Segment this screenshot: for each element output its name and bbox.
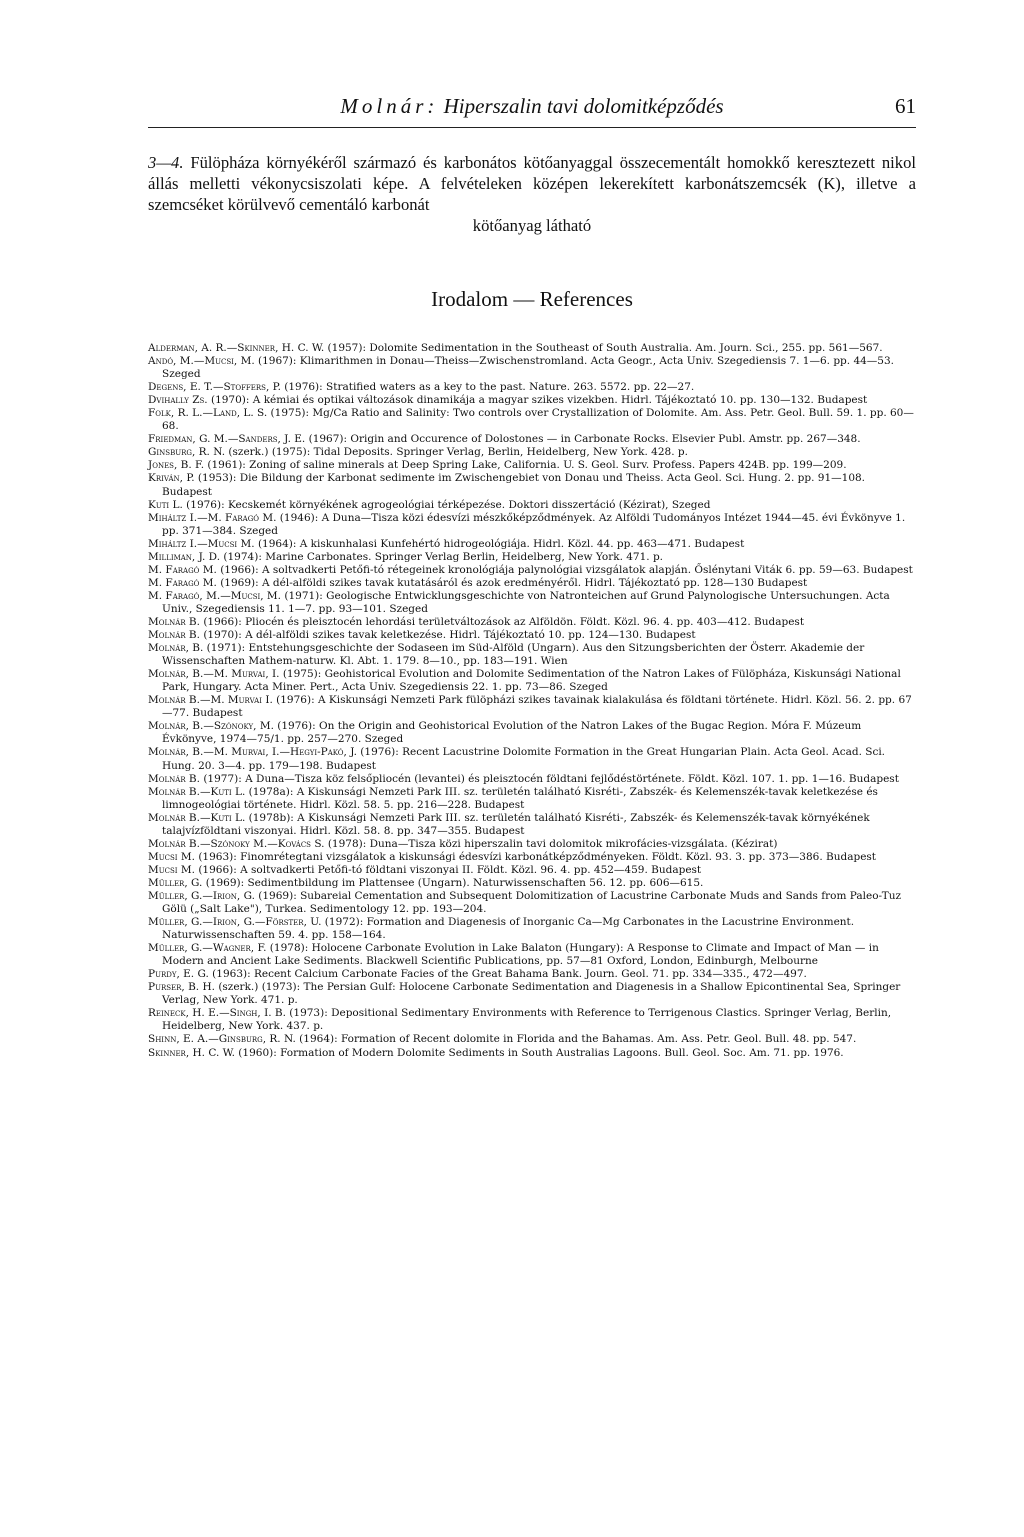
reference-item: [148, 786, 918, 812]
reference-text: (1953): Die Bildung der Karbonat sedimente im Zwischengebiet von Donau und Theiss. Acta Geol. Sci. Hung. 2. pp. 91—108. Budapest: [162, 472, 866, 498]
reference-authors: M. Faragó M.: [148, 563, 217, 576]
reference-text: (1967): Klimarithmen in Donau—Theiss—Zwischenstromland. Acta Geogr., Acta Univ. Szegediensis 7. 1—6. pp. 44—53. Szeged: [162, 355, 895, 381]
reference-item: [148, 538, 918, 551]
reference-authors: Molnár B.: [148, 615, 200, 628]
reference-text: (1957): Dolomite Sedimentation in the Southeast of South Australia. Am. Journ. Sci., 255. pp. 561—567.: [324, 342, 883, 354]
reference-authors: Kriván, P.: [148, 472, 195, 485]
reference-authors: Molnár B.—M. Murvai I.: [148, 694, 273, 707]
reference-authors: Purser, B. H.: [148, 981, 215, 994]
reference-authors: Molnár B.: [148, 629, 200, 642]
reference-text: (1963): Finomrétegtani vizsgálatok a kiskunsági édesvízi karbonátképződményeken. Földt. Közl. 93. 3. pp. 373—386. Budapest: [195, 850, 877, 863]
reference-item: [148, 499, 918, 512]
reference-authors: Mucsi M.: [148, 863, 195, 876]
reference-item: [148, 720, 918, 746]
reference-text: (szerk.) (1973): The Persian Gulf: Holocene Carbonate Sedimentation and Diagenesis in a Shallow Epicontinental Sea, Springer Verlag, New York. 471. p.: [162, 981, 901, 1007]
reference-authors: Molnár B.—Kuti L.: [148, 785, 246, 798]
reference-authors: M. Faragó, M.—Mucsi, M.: [148, 589, 282, 602]
reference-item: [148, 512, 918, 538]
reference-text: (1974): Marine Carbonates. Springer Verlag Berlin, Heidelberg, New York. 471. p.: [220, 550, 664, 563]
reference-authors: Müller, G.: [148, 876, 203, 889]
reference-item: [148, 981, 918, 1007]
reference-item: [148, 629, 918, 642]
reference-item: [148, 1047, 918, 1060]
running-header: [148, 88, 916, 128]
reference-text: (1978b): A Kiskunsági Nemzeti Park III. sz. területén található Kisréti-, Zabszék- és Kelemenszék-tavak környékének talajvízföldtani viszonyai. Hidrl. Közl. 58. 8. pp. 347—355. Budapest: [162, 811, 870, 837]
reference-text: (1971): Entstehungsgeschichte der Sodaseen im Süd-Alföld (Ungarn). Aus den Sitzungsberichten der Österr. Akademie der Wissenschaften Mathem-naturw. Kl. Abt. 1. 179. 8—10., pp. 183—191. Wien: [162, 642, 865, 668]
reference-text: (1966): A soltvadkerti Petőfi-tó földtani viszonyai II. Földt. Közl. 96. 4. pp. 452—459. Budapest: [195, 863, 702, 876]
reference-authors: Dvihally Zs.: [148, 394, 208, 407]
running-head-author: Molnár:: [340, 94, 439, 118]
reference-authors: Molnár, B.: [148, 642, 204, 655]
running-head: [148, 94, 916, 119]
header-rule: [148, 127, 916, 128]
reference-text: (1963): Recent Calcium Carbonate Facies of the Great Bahama Bank. Journ. Geol. 71. pp. 334—335., 472—497.: [208, 968, 807, 981]
reference-authors: Reineck, H. E.—Singh, I. B.: [148, 1007, 286, 1020]
reference-text: (1975): Geohistorical Evolution and Dolomite Sedimentation of the Natron Lakes of Fülöpháza, Kiskunsági National Park, Hungary. Acta Miner. Pert., Acta Univ. Szegediensis 22. 1. pp. 73—86. Szeged: [162, 668, 901, 694]
reference-item: [148, 968, 918, 981]
reference-item: [148, 746, 918, 772]
figure-number: 3—4.: [148, 153, 184, 172]
reference-item: [148, 446, 918, 459]
reference-item: [148, 773, 918, 786]
reference-authors: Alderman, A. R.—Skinner, H. C. W.: [148, 342, 325, 354]
reference-text: (1972): Formation and Diagenesis of Inorganic Ca—Mg Carbonates in the Lacustrine Environment. Naturwissenschaften 59. 4. pp. 158—164.: [162, 916, 855, 942]
reference-text: (1976): A Kiskunsági Nemzeti Park fülöpházi szikes tavainak kialakulása és földtani története. Hidrl. Közl. 56. 2. pp. 67—77. Budapest: [162, 694, 912, 720]
reference-authors: Degens, E. T.—Stoffers, P.: [148, 381, 281, 394]
reference-text: (1946): A Duna—Tisza közi édesvízi mészkőképződmények. Az Alföldi Tudományos Intézet 1944—45. évi Évkönyve 1. pp. 371—384. Szeged: [162, 511, 906, 537]
figure-caption: [148, 152, 916, 236]
reference-item: [148, 342, 918, 355]
reference-authors: Kuti L.: [148, 498, 183, 511]
reference-authors: Shinn, E. A.—Ginsburg, R. N.: [148, 1033, 296, 1046]
reference-item: [148, 459, 918, 472]
reference-authors: Skinner, H. C. W.: [148, 1046, 235, 1059]
reference-text: (1966): A soltvadkerti Petőfi-tó rétegeinek kronológiája palynológiai vizsgálatok alapján. Őslénytani Viták 6. pp. 59—63. Budapest: [216, 563, 913, 576]
reference-text: (1976): Kecskemét környékének agrogeológiai térképezése. Doktori disszertáció (Kézirat), Szeged: [182, 498, 711, 511]
reference-text: (1969): Sedimentbildung im Plattensee (Ungarn). Naturwissenschaften 56. 12. pp. 606—615.: [202, 876, 704, 889]
reference-item: [148, 355, 918, 381]
reference-item: [148, 394, 918, 407]
reference-item: [148, 381, 918, 394]
reference-text: (1960): Formation of Modern Dolomite Sediments in South Australias Lagoons. Bull. Geol. Soc. Am. 71. pp. 1976.: [234, 1046, 844, 1059]
reference-item: [148, 577, 918, 590]
reference-text: (szerk.) (1975): Tidal Deposits. Springer Verlag, Berlin, Heidelberg, New York. 428. p.: [225, 446, 688, 459]
reference-item: [148, 694, 918, 720]
reference-item: [148, 1033, 918, 1046]
reference-authors: Molnár, B.—Szónoky, M.: [148, 720, 274, 733]
reference-item: [148, 472, 918, 498]
reference-authors: Molnár B.—Szónoky M.—Kovács S.: [148, 837, 325, 850]
reference-text: (1971): Geologische Entwicklungsgeschichte von Natronteichen auf Grund Palynologische Untersuchungen. Acta Univ., Szegediensis 11. 1—7. pp. 93—101. Szeged: [162, 589, 890, 615]
reference-text: (1978): Duna—Tisza közi hiperszalin tavi dolomitok mikrofácies-vizsgálata. (Kézirat): [324, 837, 778, 850]
reference-item: [148, 851, 918, 864]
reference-authors: Friedman, G. M.—Sanders, J. E.: [148, 433, 306, 446]
reference-authors: Milliman, J. D.: [148, 550, 221, 563]
reference-item: [148, 642, 918, 668]
reference-authors: Purdy, E. G.: [148, 968, 209, 981]
reference-authors: Ginsburg, R. N.: [148, 446, 226, 459]
reference-text: (1975): Mg/Ca Ratio and Salinity: Two controls over Crystallization of Dolomite. Am. Ass. Petr. Geol. Bull. 59. 1. pp. 60—68.: [162, 407, 914, 433]
reference-authors: Molnár B.: [148, 772, 200, 785]
reference-text: (1973): Depositional Sedimentary Environments with Reference to Terrigenous Clastics. Springer Verlag, Berlin, Heidelberg, New York. 437. p.: [162, 1007, 892, 1033]
reference-authors: Folk, R. L.—Land, L. S.: [148, 407, 268, 420]
reference-text: (1970): A kémiai és optikai változások dinamikája a magyar szikes vizekben. Hidrl. Tájékoztató 10. pp. 130—132. Budapest: [207, 394, 868, 407]
reference-list: [148, 342, 918, 1060]
reference-authors: Müller, G.—Irion, G.—Förster, U.: [148, 916, 322, 929]
reference-authors: Molnár B.—Kuti L.: [148, 811, 246, 824]
reference-item: [148, 1007, 918, 1033]
reference-item: [148, 616, 918, 629]
section-title: Irodalom — References: [431, 287, 633, 311]
caption-text: Fülöpháza környékéről származó és karbonátos kötőanyaggal összecementált homokkő keresztezett nikol állás melletti vékonycsiszolati képe. A felvételeken középen lekerekített karbonátszemcsék (K), illetve a szemcséket körülvevő cementáló karbonát: [148, 153, 916, 214]
reference-text: (1967): Origin and Occurence of Dolostones — in Carbonate Rocks. Elsevier Publ. Amstr. pp. 267—348.: [305, 433, 861, 446]
running-head-title: Hiperszalin tavi dolomitképződés: [443, 94, 724, 118]
reference-text: (1978): Holocene Carbonate Evolution in Lake Balaton (Hungary): A Response to Climate and Impact of Man — in Modern and Ancient Lake Sediments. Blackwell Scientific Publications, pp. 57—81 Oxford, London, Edinburgh, Melbourne: [162, 942, 879, 968]
reference-item: [148, 564, 918, 577]
reference-text: (1961): Zoning of saline minerals at Deep Spring Lake, California. U. S. Geol. Surv. Profess. Papers 424B. pp. 199—209.: [204, 459, 847, 472]
reference-item: [148, 838, 918, 851]
reference-item: [148, 668, 918, 694]
reference-text: (1978a): A Kiskunsági Nemzeti Park III. sz. területén található Kisréti-, Zabszék- és Kelemenszék-tavak keletkezése és limnogeológiai története. Hidrl. Közl. 58. 5. pp. 216—228. Budapest: [162, 785, 878, 811]
caption-text-last: kötőanyag látható: [472, 216, 592, 235]
reference-item: [148, 890, 918, 916]
reference-authors: M. Faragó M.: [148, 576, 217, 589]
reference-item: [148, 407, 918, 433]
reference-text: (1976): On the Origin and Geohistorical Evolution of the Natron Lakes of the Bugac Region. Móra F. Múzeum Évkönyve, 1974—75/1. pp. 257—270. Szeged: [162, 720, 862, 746]
reference-item: [148, 916, 918, 942]
reference-authors: Müller, G.—Wagner, F.: [148, 942, 267, 955]
reference-text: (1964): Formation of Recent dolomite in Florida and the Bahamas. Am. Ass. Petr. Geol. Bull. 48. pp. 547.: [295, 1033, 857, 1046]
reference-text: (1970): A dél-alföldi szikes tavak keletkezése. Hidrl. Tájékoztató 10. pp. 124—130. Budapest: [199, 629, 696, 642]
reference-text: (1964): A kiskunhalasi Kunfehértó hidrogeológiája. Hidrl. Közl. 44. pp. 463—471. Budapest: [254, 537, 745, 550]
reference-text: (1976): Stratified waters as a key to the past. Nature. 263. 5572. pp. 22—27.: [280, 381, 695, 394]
reference-item: [148, 864, 918, 877]
reference-authors: Andó, M.—Mucsi, M.: [148, 355, 255, 368]
reference-authors: Jones, B. F.: [148, 459, 205, 472]
reference-authors: Mucsi M.: [148, 850, 195, 863]
reference-authors: Molnár, B.—M. Murvai, I.—Hegyi-Pakó, J.: [148, 746, 357, 759]
reference-text: (1966): Pliocén és pleisztocén lehordási területváltozások az Alföldön. Földt. Közl. 96. 4. pp. 403—412. Budapest: [199, 615, 805, 628]
reference-text: (1969): Subareial Cementation and Subsequent Dolomitization of Lacustrine Carbonate Muds and Sands from Paleo-Tuz Gölü („Salt Lake"), Turkea. Sedimentology 12. pp. 193—204.: [162, 889, 902, 916]
reference-item: [148, 877, 918, 890]
page-number: 61: [895, 94, 916, 118]
reference-item: [148, 551, 918, 564]
reference-authors: Müller, G.—Irion, G.: [148, 889, 255, 902]
reference-authors: Miháltz I.—Mucsi M.: [148, 537, 255, 550]
reference-authors: Molnár, B.—M. Murvai, I.: [148, 668, 280, 681]
reference-text: (1969): A dél-alföldi szikes tavak kutatásáról és azok eredményéről. Hidrl. Tájékoztató pp. 128—130 Budapest: [216, 576, 808, 589]
reference-text: (1977): A Duna—Tisza köz felsőpliocén (levantei) és pleisztocén földtani fejlődéstörténete. Földt. Közl. 107. 1. pp. 1—16. Budapest: [199, 772, 899, 785]
reference-item: [148, 590, 918, 616]
reference-text: (1976): Recent Lacustrine Dolomite Formation in the Great Hungarian Plain. Acta Geol. Acad. Sci. Hung. 20. 3—4. pp. 179—198. Budapest: [162, 746, 886, 772]
reference-item: [148, 812, 918, 838]
reference-item: [148, 942, 918, 968]
reference-item: [148, 433, 918, 446]
reference-authors: Miháltz I.—M. Faragó M.: [148, 511, 277, 524]
